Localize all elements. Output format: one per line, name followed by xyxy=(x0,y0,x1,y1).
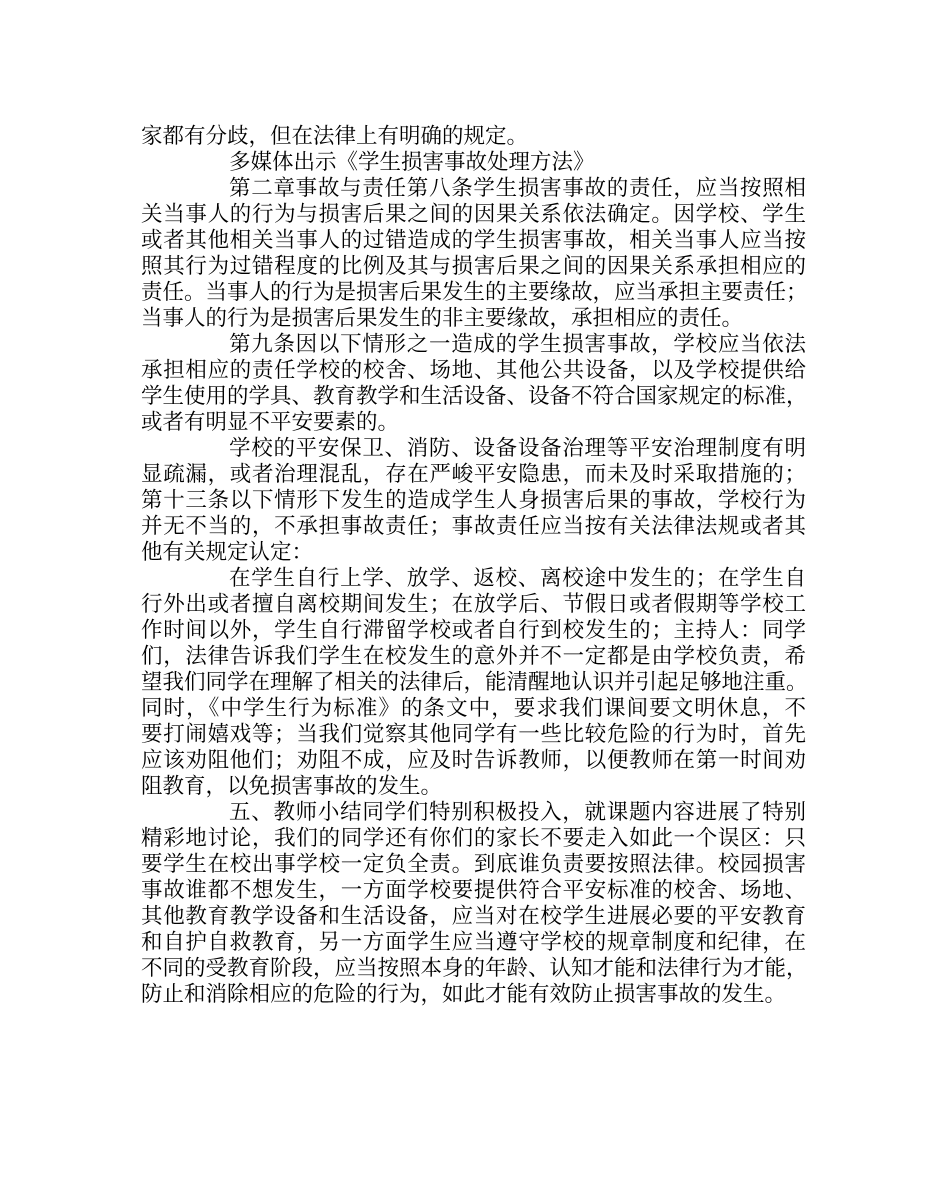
paragraph-line: 并无不当的，不承担事故责任；事故责任应当按有关法律法规或者其 xyxy=(141,514,806,539)
paragraph-line: 不同的受教育阶段，应当按照本身的年龄、认知才能和法律行为才能， xyxy=(141,956,808,981)
paragraph-line: 在学生自行上学、放学、返校、离校途中发生的；在学生自 xyxy=(229,566,806,591)
paragraph-line: 第二章事故与责任第八条学生损害事故的责任，应当按照相 xyxy=(229,176,806,201)
paragraph-line: 第十三条以下情形下发生的造成学生人身损害后果的事故，学校行为 xyxy=(141,488,806,513)
paragraph-line: 防止和消除相应的危险的行为，如此才能有效防止损害事故的发生。 xyxy=(141,982,787,1007)
paragraph-line: 作时间以外，学生自行滞留学校或者自行到校发生的；主持人：同学 xyxy=(141,618,806,643)
paragraph-line: 要学生在校出事学校一定负全责。到底谁负责要按照法律。校园损害 xyxy=(141,852,806,877)
paragraph-line: 学校的平安保卫、消防、设备设备治理等平安治理制度有明 xyxy=(229,436,806,461)
paragraph-line: 同时，《中学生行为标准》的条文中，要求我们课间要文明休息，不 xyxy=(141,696,806,721)
paragraph-line: 五、教师小结同学们特别积极投入，就课题内容进展了特别 xyxy=(229,800,806,825)
paragraph-line: 当事人的行为是损害后果发生的非主要缘故，承担相应的责任。 xyxy=(141,306,744,331)
paragraph-line: 家都有分歧，但在法律上有明确的规定。 xyxy=(141,124,529,149)
paragraph-line: 应该劝阻他们；劝阻不成，应及时告诉教师，以便教师在第一时间劝 xyxy=(141,748,806,773)
paragraph-line: 事故谁都不想发生，一方面学校要提供符合平安标准的校舍、场地、 xyxy=(141,878,806,903)
paragraph-line: 关当事人的行为与损害后果之间的因果关系依法确定。因学校、学生 xyxy=(141,202,806,227)
paragraph-line: 照其行为过错程度的比例及其与损害后果之间的因果关系承担相应的 xyxy=(141,254,806,279)
paragraph-line: 望我们同学在理解了相关的法律后，能清醒地认识并引起足够地注重。 xyxy=(141,670,808,695)
paragraph-line: 和自护自救教育，另一方面学生应当遵守学校的规章制度和纪律，在 xyxy=(141,930,806,955)
paragraph-line: 第九条因以下情形之一造成的学生损害事故，学校应当依法 xyxy=(229,332,806,357)
document-body xyxy=(141,124,806,1008)
paragraph-line: 承担相应的责任学校的校舍、场地、其他公共设备，以及学校提供给 xyxy=(141,358,806,383)
paragraph-line: 责任。当事人的行为是损害后果发生的主要缘故，应当承担主要责任； xyxy=(141,280,808,305)
paragraph-line: 要打闹嬉戏等；当我们觉察其他同学有一些比较危险的行为时，首先 xyxy=(141,722,806,747)
paragraph-line: 或者有明显不平安要素的。 xyxy=(141,410,400,435)
paragraph-line: 他有关规定认定： xyxy=(141,540,314,565)
paragraph-line: 阻教育，以免损害事故的发生。 xyxy=(141,774,443,799)
paragraph-line: 多媒体出示《学生损害事故处理方法》 xyxy=(229,150,595,175)
paragraph-line: 其他教育教学设备和生活设备，应当对在校学生进展必要的平安教育 xyxy=(141,904,806,929)
paragraph-line: 或者其他相关当事人的过错造成的学生损害事故，相关当事人应当按 xyxy=(141,228,806,253)
paragraph-line: 们，法律告诉我们学生在校发生的意外并不一定都是由学校负责，希 xyxy=(141,644,806,669)
paragraph-line: 显疏漏，或者治理混乱，存在严峻平安隐患，而未及时采取措施的； xyxy=(141,462,806,487)
paragraph-line: 学生使用的学具、教育教学和生活设备、设备不符合国家规定的标准， xyxy=(141,384,808,409)
paragraph-line: 精彩地讨论，我们的同学还有你们的家长不要走入如此一个误区：只 xyxy=(141,826,806,851)
paragraph-line: 行外出或者擅自离校期间发生；在放学后、节假日或者假期等学校工 xyxy=(141,592,806,617)
